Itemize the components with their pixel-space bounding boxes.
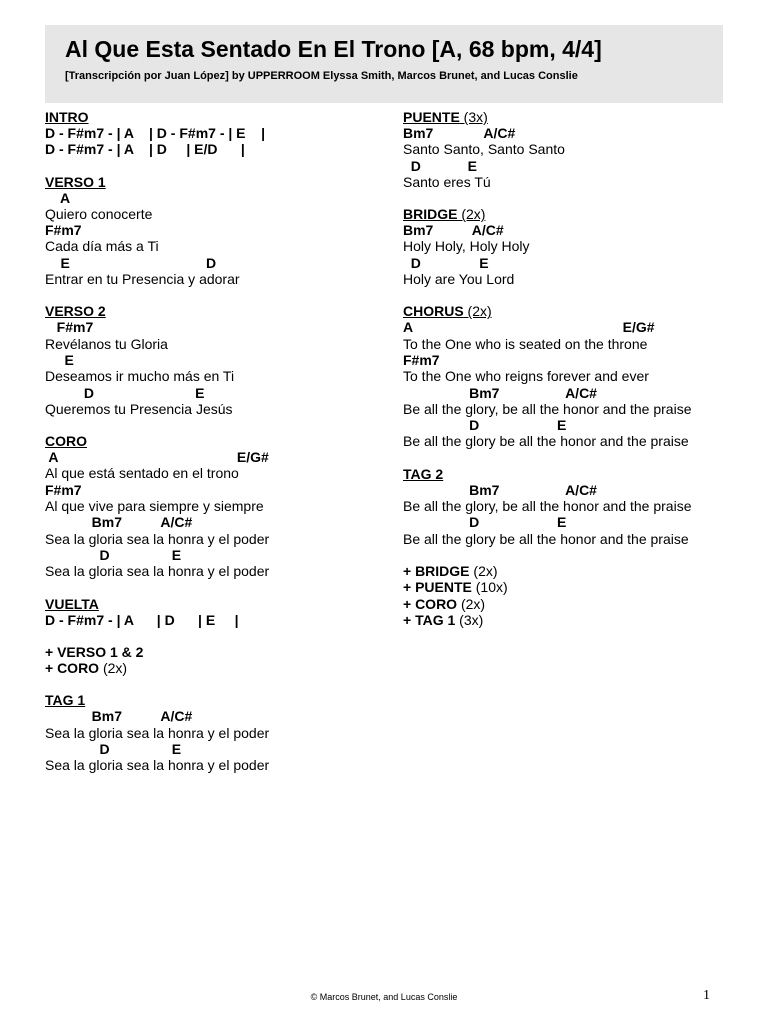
chord-line: D E xyxy=(403,254,489,271)
section-heading xyxy=(403,466,723,482)
section-heading xyxy=(403,303,723,319)
arrangement-label: + BRIDGE xyxy=(403,562,470,579)
section-heading xyxy=(45,109,385,125)
song-header xyxy=(45,25,723,103)
left-arrangement-list xyxy=(45,644,385,677)
arrangement-item xyxy=(45,644,385,660)
chord-line: Bm7 A/C# xyxy=(45,708,193,725)
arrangement-item xyxy=(403,612,723,628)
lyric-line: Deseamos ir mucho más en Ti xyxy=(45,368,235,385)
lyric-line: Queremos tu Presencia Jesús xyxy=(45,400,233,417)
chord-line: D - F#m7 - | A | D - F#m7 - | E | xyxy=(45,125,265,141)
lyric-line: Entrar en tu Presencia y adorar xyxy=(45,271,240,288)
chord-line: E D xyxy=(45,254,217,271)
chord-line: E xyxy=(45,351,74,368)
section-heading xyxy=(403,109,723,125)
lyric-line: Sea la gloria sea la honra y el poder xyxy=(45,724,270,741)
chord-line: D - F#m7 - | A | D | E | xyxy=(45,611,239,628)
song-section xyxy=(403,466,723,547)
song-section xyxy=(403,206,723,287)
section-title: BRIDGE xyxy=(403,206,458,223)
chord-line: Bm7 A/C# xyxy=(403,125,516,141)
lyric-line: Be all the glory, be all the honor and the praise xyxy=(403,400,692,417)
chord-line: F#m7 xyxy=(45,222,82,239)
chord-line: F#m7 xyxy=(45,481,82,498)
section-title: PUENTE xyxy=(403,109,460,125)
lyric-line: Sea la gloria sea la honra y el poder xyxy=(45,563,270,580)
arrangement-item xyxy=(403,563,723,579)
section-heading xyxy=(403,206,723,222)
left-column xyxy=(45,109,385,790)
song-section xyxy=(45,174,385,288)
song-section xyxy=(45,303,385,417)
arrangement-label: + CORO xyxy=(45,660,100,677)
arrangement-item xyxy=(403,579,723,595)
section-heading xyxy=(45,174,385,190)
arrangement-label: + TAG 1 xyxy=(403,611,456,628)
section-heading xyxy=(45,596,385,612)
arrangement-label: + VERSO 1 & 2 xyxy=(45,643,144,660)
chord-line: D E xyxy=(403,157,477,174)
right-column xyxy=(403,109,723,644)
song-section xyxy=(45,109,385,158)
chord-line: D E xyxy=(45,384,205,401)
song-credits: [Transcripción por Juan López] by UPPERROOM Elyssa Smith, Marcos Brunet, and Lucas Conslie xyxy=(65,70,578,82)
chord-line: Bm7 A/C# xyxy=(403,222,504,239)
section-title: TAG 2 xyxy=(403,465,444,482)
song-title: Al Que Esta Sentado En El Trono [A, 68 bpm, 4/4] xyxy=(65,36,602,62)
chord-line: D E xyxy=(403,417,567,434)
lyric-line: Sea la gloria sea la honra y el poder xyxy=(45,530,270,547)
section-repeat-note: (3x) xyxy=(459,109,488,125)
lyric-line: Al que está sentado en el trono xyxy=(45,465,239,482)
lyric-line: Revélanos tu Gloria xyxy=(45,335,168,352)
page-number: 1 xyxy=(703,988,710,1003)
section-title: INTRO xyxy=(45,109,89,125)
song-section xyxy=(403,109,723,190)
song-section xyxy=(403,303,723,449)
chord-line: A E/G# xyxy=(403,319,655,336)
lyric-line: Santo Santo, Santo Santo xyxy=(403,141,565,158)
lyric-line: Santo eres Tú xyxy=(403,173,491,190)
chord-line: Bm7 A/C# xyxy=(45,514,193,531)
song-section xyxy=(45,692,385,773)
chord-line: D E xyxy=(45,741,182,758)
section-title: CORO xyxy=(45,433,87,450)
chord-line: D - F#m7 - | A | D | E/D | xyxy=(45,141,245,158)
arrangement-item xyxy=(403,596,723,612)
chord-line: Bm7 A/C# xyxy=(403,384,597,401)
lyric-line: Holy are You Lord xyxy=(403,271,515,288)
lyric-line: Be all the glory, be all the honor and the praise xyxy=(403,498,692,515)
section-title: TAG 1 xyxy=(45,692,86,709)
section-title: CHORUS xyxy=(403,303,464,320)
chord-line: Bm7 A/C# xyxy=(403,481,597,498)
arrangement-label: + PUENTE xyxy=(403,579,472,596)
lyric-line: Al que vive para siempre y siempre xyxy=(45,498,264,515)
lyric-line: Holy Holy, Holy Holy xyxy=(403,238,530,255)
arrangement-repeat: (10x) xyxy=(471,579,508,596)
lyric-line: Quiero conocerte xyxy=(45,205,153,222)
arrangement-label: + CORO xyxy=(403,595,458,612)
section-heading xyxy=(45,433,385,449)
chord-line: D E xyxy=(45,546,182,563)
section-repeat-note: (2x) xyxy=(457,206,486,223)
right-arrangement-list xyxy=(403,563,723,628)
section-title: VUELTA xyxy=(45,595,99,612)
chord-line: F#m7 xyxy=(45,319,94,336)
song-section xyxy=(45,433,385,579)
section-heading xyxy=(45,692,385,708)
chord-line: A xyxy=(45,189,71,206)
lyric-line: Be all the glory be all the honor and the praise xyxy=(403,530,689,547)
footer-copyright: © Marcos Brunet, and Lucas Conslie xyxy=(310,992,458,1002)
lyric-line: Be all the glory be all the honor and the praise xyxy=(403,433,689,450)
arrangement-item xyxy=(45,660,385,676)
lyric-line: Cada día más a Ti xyxy=(45,238,159,255)
arrangement-repeat: (2x) xyxy=(469,562,498,579)
song-section xyxy=(45,596,385,628)
chord-line: A E/G# xyxy=(45,449,269,466)
lyric-line: To the One who is seated on the throne xyxy=(403,335,648,352)
section-repeat-note: (2x) xyxy=(463,303,492,320)
lyric-line: To the One who reigns forever and ever xyxy=(403,368,649,385)
arrangement-repeat: (3x) xyxy=(455,611,484,628)
section-heading xyxy=(45,303,385,319)
section-title: VERSO 1 xyxy=(45,173,106,190)
arrangement-repeat: (2x) xyxy=(99,660,128,677)
section-title: VERSO 2 xyxy=(45,303,106,320)
chord-line: F#m7 xyxy=(403,351,440,368)
lyric-line: Sea la gloria sea la honra y el poder xyxy=(45,757,270,774)
chord-line: D E xyxy=(403,514,567,531)
arrangement-repeat: (2x) xyxy=(457,595,486,612)
